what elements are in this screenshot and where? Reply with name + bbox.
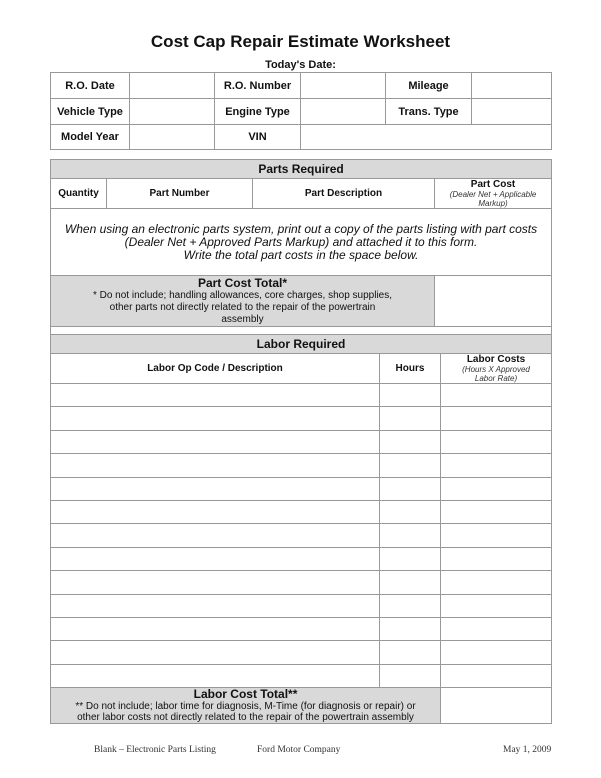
labor-description-field[interactable] <box>51 454 380 477</box>
labor-cost-field[interactable] <box>441 384 552 407</box>
labor-hours-field[interactable] <box>380 524 441 547</box>
labor-description-field[interactable] <box>51 664 380 687</box>
labor-hours-field[interactable] <box>380 454 441 477</box>
parts-table <box>50 159 552 340</box>
trans-type-label: Trans. Type <box>386 99 472 125</box>
labor-cost-total-field[interactable] <box>441 688 552 724</box>
footer-left: Blank – Electronic Parts Listing <box>94 745 216 755</box>
mileage-field[interactable] <box>472 73 552 99</box>
model-year-field[interactable] <box>130 125 215 150</box>
labor-description-field[interactable] <box>51 384 380 407</box>
labor-cost-field[interactable] <box>441 477 552 500</box>
labor-cost-field[interactable] <box>441 430 552 453</box>
labor-cost-field[interactable] <box>441 524 552 547</box>
labor-costs-header <box>441 354 552 384</box>
model-year-label: Model Year <box>51 125 130 150</box>
labor-cost-total-label: Labor Cost Total** <box>193 687 298 702</box>
footer-center: Ford Motor Company <box>257 745 341 755</box>
labor-description-field[interactable] <box>51 594 380 617</box>
labor-description-field[interactable] <box>51 547 380 570</box>
labor-row <box>51 454 552 477</box>
vehicle-info-table <box>50 72 552 150</box>
ro-number-field[interactable] <box>301 73 386 99</box>
labor-row <box>51 594 552 617</box>
labor-cost-field[interactable] <box>441 500 552 523</box>
labor-row <box>51 617 552 640</box>
instruction-line: When using an electronic parts system, print out a copy of the parts listing with part costs <box>64 221 538 236</box>
labor-hours-field[interactable] <box>380 407 441 430</box>
parts-instructions <box>51 209 552 276</box>
part-number-header: Part Number <box>107 179 253 209</box>
part-cost-label: Part Cost <box>470 179 516 190</box>
labor-row <box>51 384 552 407</box>
trans-type-field[interactable] <box>472 99 552 125</box>
labor-cost-field[interactable] <box>441 594 552 617</box>
labor-row <box>51 641 552 664</box>
vin-field[interactable] <box>301 125 552 150</box>
labor-description-field[interactable] <box>51 500 380 523</box>
labor-hours-field[interactable] <box>380 384 441 407</box>
part-cost-total-label: Part Cost Total* <box>197 276 288 290</box>
labor-cost-field[interactable] <box>441 571 552 594</box>
part-cost-header <box>435 179 552 209</box>
labor-hours-field[interactable] <box>380 477 441 500</box>
todays-date-label: Today's Date: <box>265 59 336 71</box>
labor-row <box>51 524 552 547</box>
vehicle-type-label: Vehicle Type <box>51 99 130 125</box>
labor-cost-field[interactable] <box>441 547 552 570</box>
hours-header: Hours <box>380 354 441 384</box>
labor-hours-field[interactable] <box>380 617 441 640</box>
labor-cost-field[interactable] <box>441 454 552 477</box>
vehicle-type-field[interactable] <box>130 99 215 125</box>
labor-description-field[interactable] <box>51 407 380 430</box>
labor-cost-total-cell <box>51 688 441 724</box>
labor-row <box>51 500 552 523</box>
part-cost-total-field[interactable] <box>435 276 552 327</box>
part-cost-note: (Dealer Net + Applicable Markup) <box>449 190 537 208</box>
part-cost-total-note: * Do not include; handling allowances, core charges, shop supplies, other parts not directly related to the repair of the powertrain assembly <box>92 290 393 325</box>
labor-table <box>50 334 552 724</box>
page-title: Cost Cap Repair Estimate Worksheet <box>150 32 451 51</box>
labor-cost-field[interactable] <box>441 641 552 664</box>
ro-number-label: R.O. Number <box>215 73 301 99</box>
labor-description-field[interactable] <box>51 571 380 594</box>
labor-description-field[interactable] <box>51 477 380 500</box>
labor-hours-field[interactable] <box>380 664 441 687</box>
labor-hours-field[interactable] <box>380 571 441 594</box>
ro-date-label: R.O. Date <box>51 73 130 99</box>
labor-row <box>51 430 552 453</box>
labor-heading: Labor Required <box>51 335 552 354</box>
part-cost-total-cell <box>51 276 435 327</box>
parts-heading: Parts Required <box>51 160 552 179</box>
instruction-line: (Dealer Net + Approved Parts Markup) and attached it to this form. <box>124 234 478 249</box>
quantity-header: Quantity <box>51 179 107 209</box>
labor-hours-field[interactable] <box>380 500 441 523</box>
labor-cost-total-note: ** Do not include; labor time for diagnosis, M-Time (for diagnosis or repair) or other labor costs not directly related to the repair of the powertrain assembly <box>75 701 416 724</box>
labor-cost-field[interactable] <box>441 664 552 687</box>
labor-costs-note: (Hours X Approved Labor Rate) <box>462 365 530 383</box>
labor-description-field[interactable] <box>51 524 380 547</box>
labor-row <box>51 407 552 430</box>
labor-hours-field[interactable] <box>380 641 441 664</box>
mileage-label: Mileage <box>386 73 472 99</box>
labor-hours-field[interactable] <box>380 594 441 617</box>
labor-row <box>51 571 552 594</box>
instruction-line: Write the total part costs in the space below. <box>183 247 419 262</box>
engine-type-field[interactable] <box>301 99 386 125</box>
labor-costs-label: Labor Costs <box>466 354 526 365</box>
labor-description-field[interactable] <box>51 617 380 640</box>
labor-cost-field[interactable] <box>441 617 552 640</box>
labor-description-field[interactable] <box>51 430 380 453</box>
labor-row <box>51 664 552 687</box>
vin-label: VIN <box>215 125 301 150</box>
labor-hours-field[interactable] <box>380 430 441 453</box>
ro-date-field[interactable] <box>130 73 215 99</box>
labor-row <box>51 477 552 500</box>
labor-cost-field[interactable] <box>441 407 552 430</box>
engine-type-label: Engine Type <box>215 99 301 125</box>
labor-description-field[interactable] <box>51 641 380 664</box>
labor-row <box>51 547 552 570</box>
part-description-header: Part Description <box>253 179 435 209</box>
labor-hours-field[interactable] <box>380 547 441 570</box>
labor-description-header: Labor Op Code / Description <box>51 354 380 384</box>
footer-right: May 1, 2009 <box>503 745 552 755</box>
